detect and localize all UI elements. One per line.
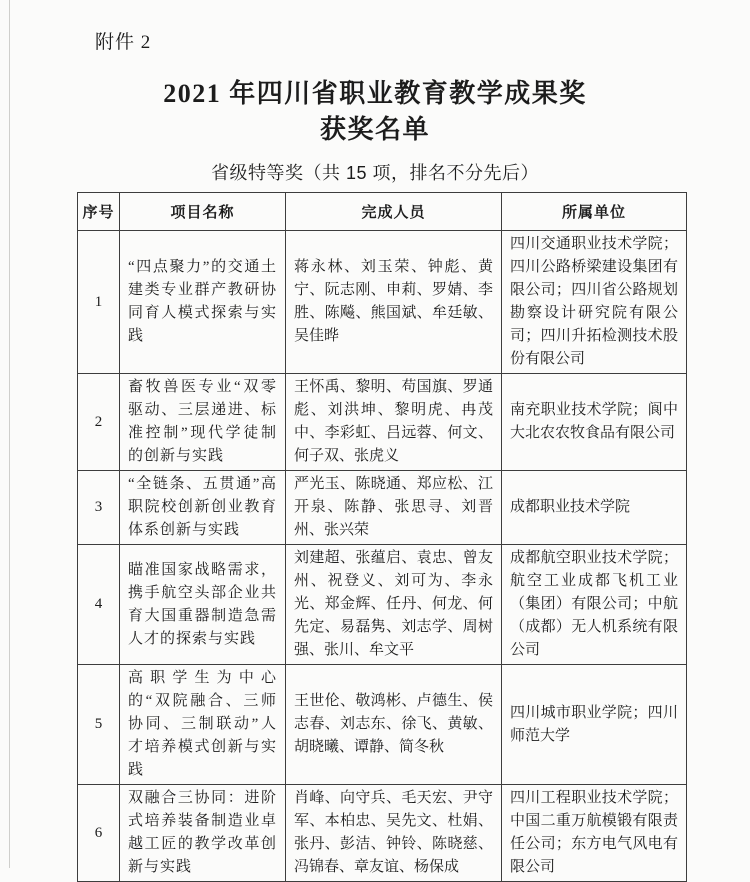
table-row [78,374,687,471]
attachment-label: 附件 2 [95,32,152,53]
table-row [78,545,687,665]
column-header-team-members: 完成人员 [286,193,502,231]
cell-project-name: 双融合三协同：进阶式培养装备制造业卓越工匠的教学改革创新与实践 [120,785,286,882]
cell-team-members: 严光玉、陈晓通、郑应松、江开泉、陈静、张思寻、刘晋州、张兴荣 [286,471,502,545]
awards-table [77,192,687,882]
cell-team-members: 肖峰、向守兵、毛天宏、尹守军、本柏忠、吴先文、杜娟、张丹、彭洁、钟铃、陈晓慈、冯锦春、章友谊、杨保成 [286,785,502,882]
column-header-project-name: 项目名称 [120,193,286,231]
table-row [78,665,687,785]
cell-organization: 南充职业技术学院；阆中大北农农牧食品有限公司 [502,374,687,471]
cell-project-name: “四点聚力”的交通土建类专业群产教研协同育人模式探索与实践 [120,231,286,374]
document-title [0,76,750,148]
document-title-line-1: 2021 年四川省职业教育教学成果奖 [163,79,587,108]
section-subtitle: 省级特等奖（共 15 项，排名不分先后） [210,163,540,183]
cell-serial-number: 2 [78,374,120,471]
table-row [78,231,687,374]
cell-serial-number: 4 [78,545,120,665]
column-header-organization: 所属单位 [502,193,687,231]
awards-table-body [78,231,687,882]
table-header-row [78,193,687,231]
cell-organization: 四川工程职业技术学院；中国二重万航模锻有限责任公司；东方电气风电有限公司 [502,785,687,882]
cell-organization: 成都航空职业技术学院；航空工业成都飞机工业（集团）有限公司；中航（成都）无人机系统有限公司 [502,545,687,665]
cell-team-members: 刘建超、张蕴启、袁忠、曾友州、祝登义、刘可为、李永光、郑金辉、任丹、何龙、何先定、易磊隽、刘志学、周树强、张川、牟文平 [286,545,502,665]
cell-team-members: 蒋永林、刘玉荣、钟彪、黄宁、阮志刚、申莉、罗婧、李胜、陈飚、熊国斌、牟廷敏、吴佳晔 [286,231,502,374]
cell-team-members: 王怀禹、黎明、苟国旗、罗通彪、刘洪坤、黎明虎、冉茂中、李彩虹、吕远蓉、何文、何子双、张虎义 [286,374,502,471]
cell-project-name: 瞄准国家战略需求，携手航空头部企业共育大国重器制造急需人才的探索与实践 [120,545,286,665]
table-row [78,471,687,545]
cell-project-name: 畜牧兽医专业“双零驱动、三层递进、标准控制”现代学徒制的创新与实践 [120,374,286,471]
document-title-line-2: 获奖名单 [319,115,430,144]
cell-serial-number: 3 [78,471,120,545]
cell-organization: 四川交通职业技术学院；四川公路桥梁建设集团有限公司；四川省公路规划勘察设计研究院有限公司；四川升拓检测技术股份有限公司 [502,231,687,374]
cell-serial-number: 6 [78,785,120,882]
table-row [78,785,687,882]
cell-project-name: 高职学生为中心的“双院融合、三师协同、三制联动”人才培养模式创新与实践 [120,665,286,785]
cell-organization: 成都职业技术学院 [502,471,687,545]
cell-organization: 四川城市职业学院；四川师范大学 [502,665,687,785]
cell-team-members: 王世伦、敬鸿彬、卢德生、侯志春、刘志东、徐飞、黄敏、胡晓曦、谭静、简冬秋 [286,665,502,785]
column-header-serial-number: 序号 [78,193,120,231]
cell-serial-number: 5 [78,665,120,785]
cell-serial-number: 1 [78,231,120,374]
cell-project-name: “全链条、五贯通”高职院校创新创业教育体系创新与实践 [120,471,286,545]
